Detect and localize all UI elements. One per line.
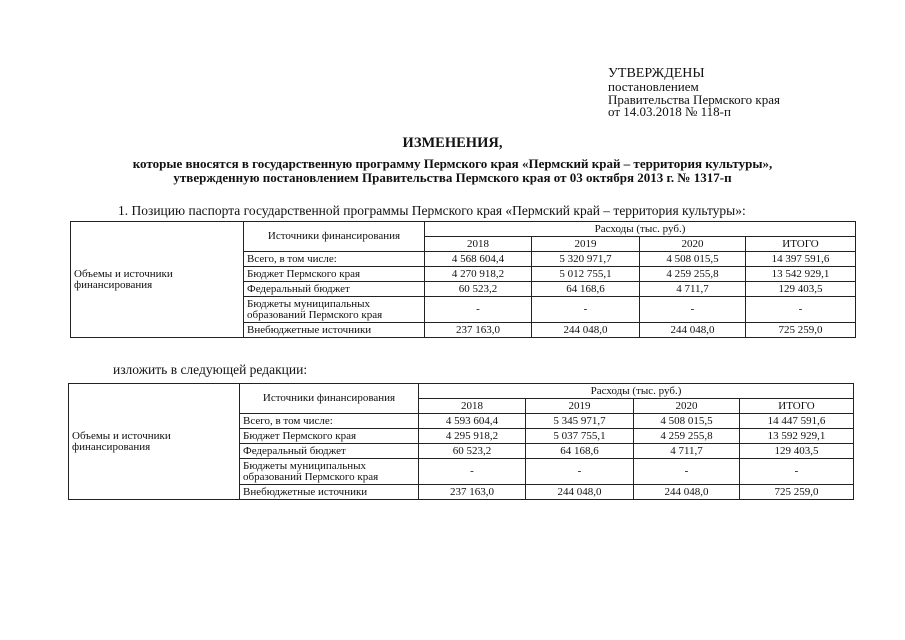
source-name: Внебюджетные источники xyxy=(240,485,419,500)
funding-table-new xyxy=(68,383,854,500)
source-name: Всего, в том числе: xyxy=(240,414,419,429)
funding-table-new-body xyxy=(69,384,854,500)
value-cell: 4 568 604,4 xyxy=(425,252,532,267)
value-cell: 4 711,7 xyxy=(640,282,746,297)
table-new-expenses-header: Расходы (тыс. руб.) xyxy=(419,384,854,399)
value-cell: 129 403,5 xyxy=(746,282,856,297)
table-old-expenses-header: Расходы (тыс. руб.) xyxy=(425,222,856,237)
value-cell: - xyxy=(425,297,532,323)
value-cell: 4 259 255,8 xyxy=(640,267,746,282)
value-cell: - xyxy=(526,459,634,485)
value-cell: 237 163,0 xyxy=(425,323,532,338)
year-header: 2019 xyxy=(532,237,640,252)
year-header: ИТОГО xyxy=(740,399,854,414)
value-cell: 14 447 591,6 xyxy=(740,414,854,429)
approved-line-1: постановлением xyxy=(608,79,699,94)
subtitle-line-1: которые вносятся в государственную программу Пермского края «Пермский край – территория культуры», xyxy=(132,156,773,171)
subtitle-line-2: утвержденную постановлением Правительства Пермского края от 03 октября 2013 г. № 1317-п xyxy=(173,170,732,185)
value-cell: 4 270 918,2 xyxy=(425,267,532,282)
value-cell: 4 259 255,8 xyxy=(634,429,740,444)
value-cell: 725 259,0 xyxy=(740,485,854,500)
value-cell: 60 523,2 xyxy=(419,444,526,459)
value-cell: 129 403,5 xyxy=(740,444,854,459)
source-name: Бюджеты муниципальных образований Пермского края xyxy=(244,297,425,323)
value-cell: 5 345 971,7 xyxy=(526,414,634,429)
table-old-sources-header: Источники финансирования xyxy=(244,222,425,252)
value-cell: 4 508 015,5 xyxy=(634,414,740,429)
value-cell: - xyxy=(532,297,640,323)
value-cell: 4 295 918,2 xyxy=(419,429,526,444)
source-name: Бюджеты муниципальных образований Пермского края xyxy=(240,459,419,485)
value-cell: - xyxy=(640,297,746,323)
value-cell: 60 523,2 xyxy=(425,282,532,297)
value-cell: 4 593 604,4 xyxy=(419,414,526,429)
value-cell: 244 048,0 xyxy=(532,323,640,338)
value-cell: 725 259,0 xyxy=(746,323,856,338)
approval-stamp xyxy=(608,67,780,119)
table-new-sources-header: Источники финансирования xyxy=(240,384,419,414)
value-cell: 237 163,0 xyxy=(419,485,526,500)
value-cell: 4 508 015,5 xyxy=(640,252,746,267)
funding-table-old-body xyxy=(71,222,856,338)
document-subtitle xyxy=(60,157,845,185)
source-name: Бюджет Пермского края xyxy=(240,429,419,444)
source-name: Бюджет Пермского края xyxy=(244,267,425,282)
table-new-label: Объемы и источники финансирования xyxy=(69,384,240,500)
year-header: 2018 xyxy=(419,399,526,414)
value-cell: 64 168,6 xyxy=(526,444,634,459)
value-cell: 14 397 591,6 xyxy=(746,252,856,267)
approved-heading: УТВЕРЖДЕНЫ xyxy=(608,66,705,81)
approved-line-3: от 14.03.2018 № 118-п xyxy=(608,104,731,119)
value-cell: - xyxy=(634,459,740,485)
value-cell: 13 592 929,1 xyxy=(740,429,854,444)
paragraph-1: 1. Позицию паспорта государственной программы Пермского края «Пермский край – территория культуры»: xyxy=(118,203,746,218)
source-name: Федеральный бюджет xyxy=(240,444,419,459)
year-header: 2020 xyxy=(640,237,746,252)
value-cell: - xyxy=(746,297,856,323)
value-cell: 4 711,7 xyxy=(634,444,740,459)
document-title: ИЗМЕНЕНИЯ, xyxy=(402,135,503,151)
value-cell: 244 048,0 xyxy=(634,485,740,500)
approved-line-2: Правительства Пермского края xyxy=(608,91,780,107)
year-header: ИТОГО xyxy=(746,237,856,252)
year-header: 2018 xyxy=(425,237,532,252)
funding-table-old xyxy=(70,221,856,338)
table-old-label: Объемы и источники финансирования xyxy=(71,222,244,338)
value-cell: - xyxy=(419,459,526,485)
value-cell: - xyxy=(740,459,854,485)
source-name: Всего, в том числе: xyxy=(244,252,425,267)
value-cell: 13 542 929,1 xyxy=(746,267,856,282)
paragraph-2: изложить в следующей редакции: xyxy=(113,362,308,377)
year-header: 2019 xyxy=(526,399,634,414)
source-name: Внебюджетные источники xyxy=(244,323,425,338)
value-cell: 5 320 971,7 xyxy=(532,252,640,267)
source-name: Федеральный бюджет xyxy=(244,282,425,297)
value-cell: 244 048,0 xyxy=(526,485,634,500)
value-cell: 5 012 755,1 xyxy=(532,267,640,282)
year-header: 2020 xyxy=(634,399,740,414)
value-cell: 5 037 755,1 xyxy=(526,429,634,444)
value-cell: 64 168,6 xyxy=(532,282,640,297)
value-cell: 244 048,0 xyxy=(640,323,746,338)
